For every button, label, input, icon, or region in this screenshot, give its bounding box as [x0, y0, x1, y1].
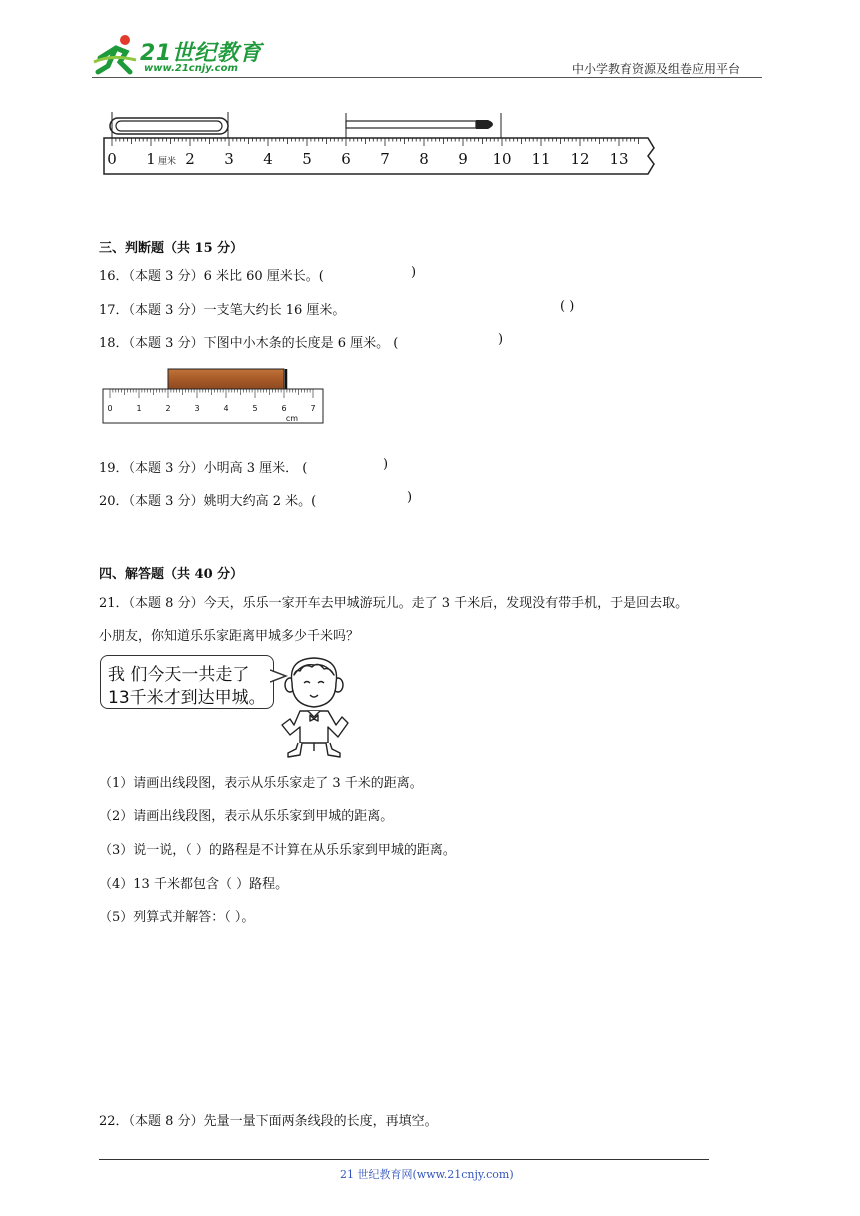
small-ruler-number: 2 [165, 404, 171, 413]
small-ruler-unit: cm [285, 414, 299, 423]
question-16: 16．（本题 3 分）6 米比 60 厘米长。( [99, 269, 324, 284]
sub-question-2: （2）请画出线段图，表示从乐乐家到甲城的距离。 [99, 809, 394, 824]
question-20: 20．（本题 3 分）姚明大约高 2 米。( [99, 494, 317, 509]
ruler-number: 8 [419, 150, 429, 168]
question-21-line-1: 21．（本题 8 分）今天，乐乐一家开车去甲城游玩儿。走了 3 千米后，发现没有带手机，于是回去取。 [99, 596, 689, 611]
section-3-title: 三、判断题（共 15 分） [99, 241, 244, 256]
small-ruler-number: 7 [310, 404, 316, 413]
ruler-number: 5 [302, 150, 312, 168]
paperclip-icon [110, 112, 228, 138]
small-ruler-number: 3 [194, 404, 200, 413]
wood-stick [168, 369, 284, 389]
small-ruler-number: 0 [107, 404, 113, 413]
sub-question-5: （5）列算式并解答：（ ）。 [99, 910, 255, 925]
question-19: 19．（本题 3 分）小明高 3 厘米． ( [99, 461, 308, 476]
ruler-number: 10 [492, 150, 512, 168]
question-21-line-2: 小朋友，你知道乐乐家距离甲城多少千米吗？ [99, 629, 360, 644]
ruler-number: 11 [531, 150, 551, 168]
ruler-number: 13 [609, 150, 629, 168]
sub-question-3: （3）说一说，（ ）的路程是不计算在从乐乐家到甲城的距离。 [99, 843, 456, 858]
question-22: 22．（本题 8 分）先量一量下面两条线段的长度，再填空。 [99, 1114, 438, 1129]
ruler-number: 9 [458, 150, 468, 168]
bubble-text-line-2: 13千米才到达甲城。 [108, 688, 266, 708]
question-18: 18．（本题 3 分）下图中小木条的长度是 6 厘米。 ( [99, 336, 399, 351]
ruler-unit: 厘米 [157, 157, 177, 167]
question-18-answer[interactable]: ) [498, 332, 504, 347]
ruler-number: 1 [146, 150, 156, 168]
wood-ruler-figure [100, 366, 328, 426]
question-16-answer[interactable]: ) [411, 265, 417, 280]
question-17-answer[interactable]: ( ) [560, 299, 575, 314]
ruler-number: 4 [263, 150, 273, 168]
header-divider [92, 77, 762, 78]
ruler-number: 7 [380, 150, 390, 168]
ruler-figure [100, 108, 660, 180]
footer-text: 21 世纪教育网(www.21cnjy.com) [340, 1168, 514, 1181]
small-ruler-number: 1 [136, 404, 142, 413]
ruler-number: 3 [224, 150, 234, 168]
logo-text: 21世纪教育 [140, 41, 262, 66]
platform-name: 中小学教育资源及组卷应用平台 [572, 62, 741, 76]
ruler-number: 12 [570, 150, 590, 168]
ruler-number: 0 [107, 150, 117, 168]
small-ruler-number: 6 [281, 404, 287, 413]
ruler-number: 6 [341, 150, 351, 168]
sub-question-1: （1）请画出线段图，表示从乐乐家走了 3 千米的距离。 [99, 776, 423, 791]
footer-divider [99, 1159, 709, 1160]
boy-cartoon-icon [280, 655, 352, 761]
question-19-answer[interactable]: ) [383, 457, 389, 472]
question-20-answer[interactable]: ) [407, 490, 413, 505]
runner-logo-icon [92, 32, 142, 78]
question-17: 17．（本题 3 分）一支笔大约长 16 厘米。 [99, 303, 346, 318]
bubble-text-line-1: 我 们今天一共走了 [108, 665, 250, 685]
section-4-title: 四、解答题（共 40 分） [99, 567, 244, 582]
sub-question-4: （4）13 千米都包含（ ）路程。 [99, 877, 289, 892]
logo-url: www.21cnjy.com [144, 63, 238, 74]
pencil-icon [346, 113, 501, 138]
small-ruler-number: 4 [223, 404, 229, 413]
small-ruler-number: 5 [252, 404, 258, 413]
ruler-number: 2 [185, 150, 195, 168]
